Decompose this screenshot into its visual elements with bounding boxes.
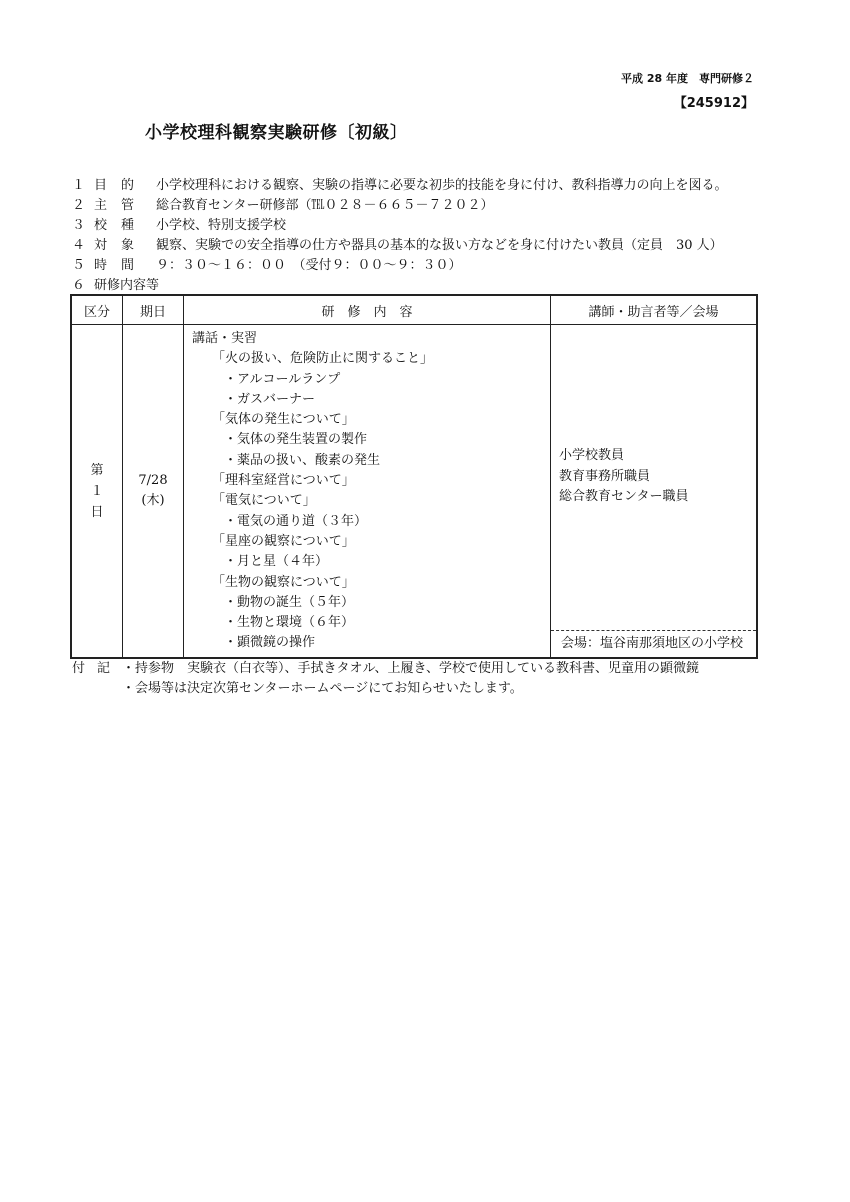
section-school-type <box>72 214 286 234</box>
training-table <box>70 294 758 659</box>
day-char: 第 <box>90 462 104 478</box>
section-label: 時間 <box>94 258 149 273</box>
content-line: ・顕微鏡の操作 <box>224 635 316 651</box>
content-line: 講話・実習 <box>192 331 258 346</box>
table-row <box>71 325 757 659</box>
contents-cell <box>184 325 551 659</box>
content-line: 「気体の発生について」 <box>212 412 355 428</box>
lecturer-item: 総合教育センター職員 <box>559 489 689 504</box>
lecturer-item: 教育事務所職員 <box>559 468 651 484</box>
date-cell <box>123 325 184 659</box>
section-contents-heading <box>72 274 159 294</box>
section-number: ３ <box>72 218 86 233</box>
section-number: ５ <box>72 258 86 273</box>
content-line: ・月と星（４年） <box>224 554 329 570</box>
section-purpose <box>72 174 727 194</box>
section-number: １ <box>72 178 86 193</box>
day-category-cell <box>71 325 123 659</box>
content-line: 「電気について」 <box>212 493 316 509</box>
table-header-row <box>71 295 757 325</box>
note-item: ・持参物 実験衣（白衣等）、手拭きタオル、上履き、学校で使用している教科書、児童用の顕微鏡 <box>122 661 699 676</box>
content-line: ・動物の誕生（５年） <box>224 594 355 610</box>
lecturer-list <box>559 446 688 508</box>
section-text: 観察、実験での安全指導の仕方や器具の基本的な扱い方などを身に付けたい教員（定員 30 人） <box>156 238 723 253</box>
section-label: 目的 <box>94 178 149 193</box>
date-weekday: (木) <box>141 493 165 508</box>
section-number: ４ <box>72 238 86 253</box>
note-line <box>72 657 699 676</box>
section-text: ９：３０～１６：００ （受付９：００～９：３０） <box>156 258 462 273</box>
note-item: ・会場等は決定次第センターホームページにてお知らせいたします。 <box>122 681 523 696</box>
lecturer-cell <box>551 325 758 659</box>
section-label: 校種 <box>94 218 149 233</box>
content-line: ・薬品の扱い、酸素の発生 <box>224 452 381 468</box>
page-title: 小学校理科観察実験研修〔初級〕 <box>145 123 408 143</box>
section-text: 総合教育センター研修部（℡０２８－６６５－７２０２） <box>156 198 494 213</box>
section-number: ６ <box>72 278 86 293</box>
content-line: ・生物と環境（６年） <box>224 615 355 631</box>
header-contents: 研 修 内 容 <box>184 295 551 325</box>
section-label: 対象 <box>94 238 149 253</box>
section-number: ２ <box>72 198 86 213</box>
section-target <box>72 234 723 254</box>
content-line: ・気体の発生装置の製作 <box>224 432 368 448</box>
content-line: 「理科室経営について」 <box>212 473 355 489</box>
note-line <box>72 677 523 696</box>
section-text: 小学校理科における観察、実験の指導に必要な初歩的技能を身に付け、教科指導力の向上を図る。 <box>156 178 728 193</box>
content-line: ・アルコールランプ <box>224 371 341 387</box>
day-char: 日 <box>90 504 104 520</box>
venue-label: 会場：塩谷南那須地区の小学校 <box>551 630 756 657</box>
content-line: ・ガスバーナー <box>224 391 316 407</box>
content-line: 「火の扱い、危険防止に関すること」 <box>212 351 434 367</box>
section-time <box>72 254 462 274</box>
course-code: 【245912】 <box>673 96 754 111</box>
content-line: 「生物の観察について」 <box>212 574 355 590</box>
note-label: 付記 <box>72 661 123 676</box>
section-label: 研修内容等 <box>94 278 160 293</box>
header-date: 期日 <box>123 295 184 325</box>
date-value: 7/28 <box>138 473 168 488</box>
header-lecturer: 講師・助言者等／会場 <box>551 295 758 325</box>
header-year-label: 平成 28 年度 専門研修２ <box>621 72 754 85</box>
section-label: 主管 <box>94 198 149 213</box>
content-line: 「星座の観察について」 <box>212 533 355 549</box>
content-line: ・電気の通り道（３年） <box>224 513 368 529</box>
section-organizer <box>72 194 493 214</box>
section-text: 小学校、特別支援学校 <box>156 218 287 233</box>
day-char: １ <box>90 483 104 499</box>
header-category: 区分 <box>71 295 123 325</box>
lecturer-item: 小学校教員 <box>559 448 625 463</box>
